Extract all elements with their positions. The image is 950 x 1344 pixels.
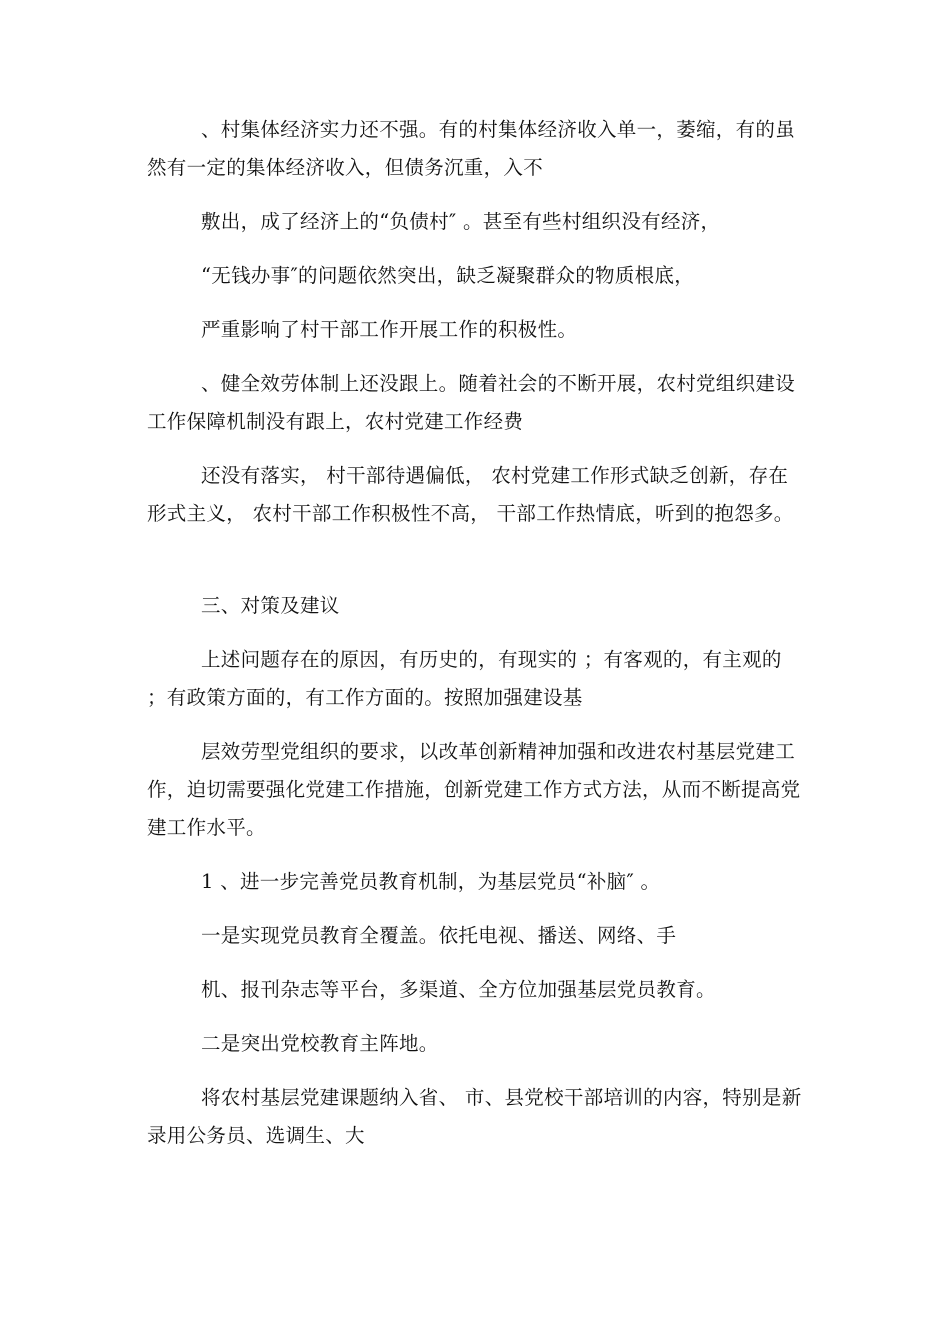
paragraph-no-money: “无钱办事″的问题依然突出，缺乏凝聚群众的物质根底， (201, 264, 695, 287)
paragraph-causes: 上述问题存在的原因，有历史的，有现实的 ；有客观的，有主观的 ；有政策方面的，有工作方面的。按照加强建设基 (147, 648, 782, 709)
paragraph-funding: 还没有落实， 村干部待遇偏低， 农村党建工作形式缺乏创新，存在形式主义， 农村干部工作积极性不高， 干部工作热情底，听到的抱怨多。 (147, 464, 794, 525)
paragraph-debt-village: 敷出，成了经济上的“负债村″ 。甚至有些村组织没有经济， (201, 210, 721, 233)
paragraph-service-system: 、健全效劳体制上还没跟上。随着社会的不断开展，农村党组织建设工作保障机制没有跟上，农村党建工作经费 (147, 372, 796, 433)
paragraph-requirements: 层效劳型党组织的要求，以改革创新精神加强和改进农村基层党建工作，迫切需要强化党建工作措施，创新党建工作方式方法，从而不断提高党建工作水平。 (147, 740, 801, 839)
paragraph-party-school: 二是突出党校教育主阵地。 (201, 1032, 439, 1055)
paragraph-enthusiasm: 严重影响了村干部工作开展工作的积极性。 (201, 318, 578, 341)
paragraph-training: 将农村基层党建课题纳入省、 市、县党校干部培训的内容，特别是新录用公务员、选调生、大 (147, 1086, 802, 1147)
subheading-education-mechanism: 1 、进一步完善党员教育机制，为基层党员“补脑″ 。 (201, 870, 661, 893)
section-heading-countermeasures: 三、对策及建议 (201, 594, 340, 617)
paragraph-full-coverage: 一是实现党员教育全覆盖。依托电视、播送、网络、手 (201, 924, 677, 947)
paragraph-platforms: 机、报刊杂志等平台，多渠道、全方位加强基层党员教育。 (201, 978, 716, 1001)
paragraph-collective-economy: 、村集体经济实力还不强。有的村集体经济收入单一，萎缩，有的虽然有一定的集体经济收入，但债务沉重，入不 (147, 118, 796, 179)
